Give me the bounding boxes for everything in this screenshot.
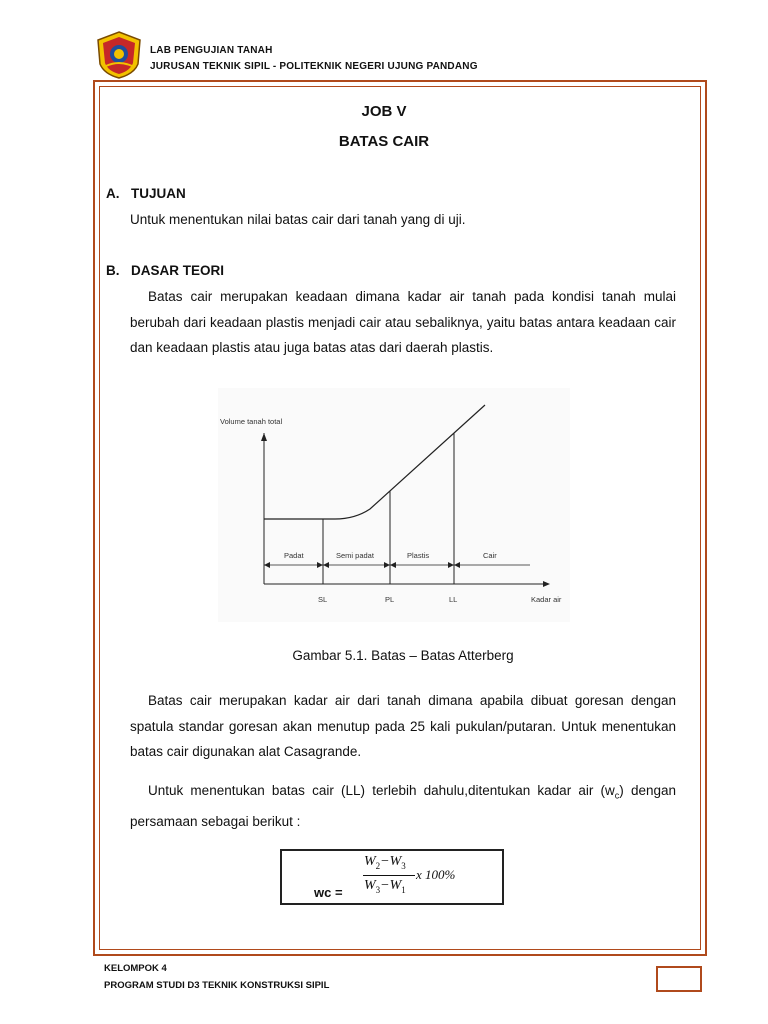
header-department: JURUSAN TEKNIK SIPIL - POLITEKNIK NEGERI UJUNG PANDANG — [150, 61, 478, 72]
formula-num-w2: W — [364, 854, 376, 869]
diagram-label-sl: SL — [318, 595, 328, 604]
header-lab-name: LAB PENGUJIAN TANAH — [150, 45, 273, 56]
atterberg-limits-diagram — [215, 385, 575, 625]
diagram-label-ll: LL — [449, 595, 458, 604]
formula-den-w1-sub: 1 — [401, 884, 406, 895]
diagram-zone-semi-padat: Semi padat — [336, 551, 374, 560]
section-a-title: TUJUAN — [131, 186, 186, 201]
section-b-paragraph-3-end: ) dengan persamaan sebagai berikut : — [130, 783, 676, 830]
diagram-zone-cair: Cair — [483, 551, 497, 560]
formula-denominator — [364, 878, 406, 895]
formula-den-minus: − — [380, 878, 390, 893]
section-b-heading — [106, 263, 224, 278]
section-b-title: DASAR TEORI — [131, 263, 225, 278]
section-b-letter: B. — [106, 263, 120, 278]
section-b-paragraph-1 — [130, 284, 676, 361]
figure-caption: Gambar 5.1. Batas – Batas Atterberg — [292, 648, 514, 663]
diagram-x-label: Kadar air — [531, 595, 562, 604]
diagram-zone-padat: Padat — [284, 551, 304, 560]
page-number-box — [656, 966, 702, 992]
diagram-zone-plastis: Plastis — [407, 551, 430, 560]
job-number: JOB V — [361, 103, 407, 120]
section-b-paragraph-1-text: Batas cair merupakan keadaan dimana kadar air tanah pada kondisi tanah mulai berubah dari keadaan plastis menjadi cair atau sebaliknya, yaitu batas antara keadaan cair dan keadaan plastis atau juga batas atas dari daerah plastis. — [130, 289, 676, 355]
section-b-paragraph-2 — [130, 688, 676, 765]
diagram-y-label: Volume tanah total — [220, 417, 283, 426]
polytechnic-emblem-icon — [94, 30, 144, 80]
section-b-paragraph-3-sub: c — [614, 790, 620, 801]
section-b-paragraph-3 — [130, 778, 676, 835]
formula-num-w3: W — [389, 854, 402, 869]
formula-den-w3-sub: 3 — [375, 884, 381, 895]
formula-multiplier: x 100% — [416, 867, 456, 882]
section-a-text: Untuk menentukan nilai batas cair dari tanah yang di uji. — [130, 212, 466, 227]
formula-den-w3: W — [364, 878, 376, 893]
section-a-letter: A. — [106, 186, 120, 201]
footer-program: PROGRAM STUDI D3 TEKNIK KONSTRUKSI SIPIL — [104, 980, 330, 991]
diagram-label-pl: PL — [385, 595, 395, 604]
section-b-paragraph-2-text: Batas cair merupakan kadar air dari tanah dimana apabila dibuat goresan dengan spatula standar goresan akan menutup pada 25 kali pukulan/putaran. Untuk menentukan batas cair digunakan alat Casagrande. — [130, 693, 676, 759]
formula-fraction-bar — [363, 875, 415, 876]
section-b-paragraph-3-text: Untuk menentukan batas cair (LL) terlebih dahulu,ditentukan kadar air (w — [148, 783, 615, 798]
formula-lhs: wc = — [314, 885, 343, 900]
page-title: BATAS CAIR — [338, 133, 430, 150]
section-a-heading — [106, 186, 186, 201]
formula-num-w3-sub: 3 — [401, 860, 406, 871]
formula-num-minus: − — [380, 854, 390, 869]
formula-num-w2-sub: 2 — [375, 860, 381, 871]
formula-numerator — [364, 854, 406, 871]
footer-group: KELOMPOK 4 — [104, 963, 167, 974]
formula-den-w1: W — [389, 878, 402, 893]
